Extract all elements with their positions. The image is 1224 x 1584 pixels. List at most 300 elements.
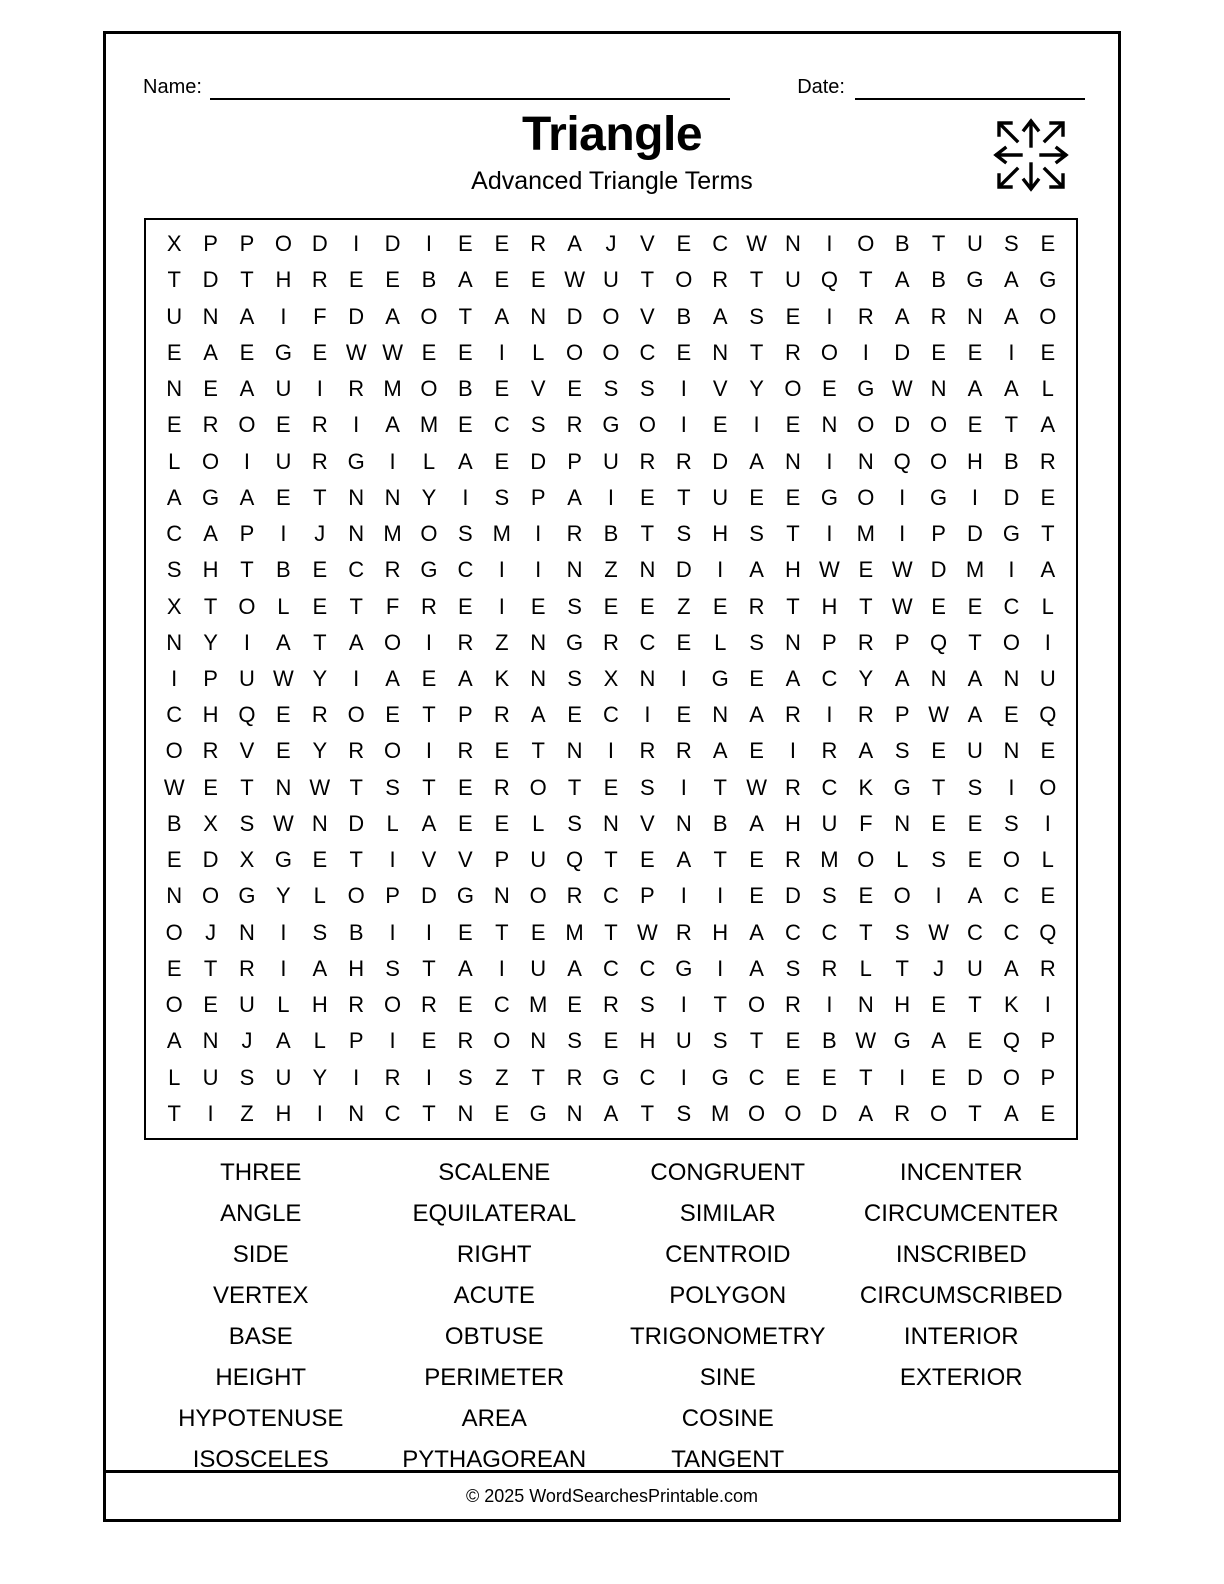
grid-cell[interactable]: W — [746, 231, 767, 257]
grid-cell[interactable]: G — [930, 484, 948, 510]
grid-cell[interactable]: C — [603, 955, 619, 981]
grid-cell[interactable]: O — [748, 1100, 766, 1126]
grid-cell[interactable]: P — [385, 883, 400, 909]
grid-cell[interactable]: E — [494, 810, 510, 836]
grid-cell[interactable]: I — [826, 231, 833, 257]
grid-cell[interactable]: S — [967, 774, 983, 800]
grid-cell[interactable]: O — [638, 412, 656, 438]
word-list-item[interactable]: SINE — [699, 1364, 756, 1391]
grid-cell[interactable]: U — [967, 955, 983, 981]
grid-cell[interactable]: S — [567, 593, 582, 619]
grid-cell[interactable]: S — [640, 774, 655, 800]
grid-cell[interactable]: O — [784, 376, 802, 402]
grid-cell[interactable]: S — [567, 1028, 582, 1054]
grid-cell[interactable]: E — [676, 339, 692, 365]
grid-cell[interactable]: E — [166, 412, 182, 438]
grid-cell[interactable]: T — [313, 484, 327, 510]
grid-cell[interactable]: R — [857, 702, 874, 728]
grid-cell[interactable]: G — [529, 1100, 547, 1126]
grid-cell[interactable]: A — [348, 629, 364, 655]
grid-cell[interactable]: S — [749, 303, 764, 329]
grid-cell[interactable]: B — [822, 1028, 837, 1054]
grid-cell[interactable]: G — [566, 629, 584, 655]
grid-cell[interactable]: W — [891, 376, 913, 402]
grid-cell[interactable]: A — [458, 267, 473, 293]
grid-cell[interactable]: G — [711, 1064, 729, 1090]
grid-cell[interactable]: I — [680, 1064, 687, 1090]
grid-cell[interactable]: T — [640, 521, 655, 547]
grid-cell[interactable]: P — [931, 521, 946, 547]
grid-cell[interactable]: T — [422, 1100, 436, 1126]
grid-cell[interactable]: E — [458, 774, 473, 800]
grid-cell[interactable]: S — [785, 955, 801, 981]
grid-cell[interactable]: S — [312, 919, 328, 945]
grid-cell[interactable]: R — [894, 1100, 911, 1126]
grid-cell[interactable]: E — [530, 593, 546, 619]
grid-cell[interactable]: E — [530, 267, 546, 293]
grid-cell[interactable]: C — [1003, 883, 1020, 909]
grid-cell[interactable]: A — [276, 629, 291, 655]
grid-cell[interactable]: V — [458, 847, 473, 873]
grid-cell[interactable]: R — [384, 557, 401, 583]
grid-cell[interactable]: J — [605, 231, 617, 257]
grid-cell[interactable]: E — [967, 1028, 983, 1054]
grid-cell[interactable]: I — [389, 919, 396, 945]
grid-cell[interactable]: E — [458, 810, 473, 836]
grid-cell[interactable]: M — [383, 521, 402, 547]
grid-cell[interactable]: T — [859, 593, 873, 619]
grid-cell[interactable]: R — [785, 992, 801, 1018]
grid-cell[interactable]: A — [967, 702, 983, 728]
grid-cell[interactable]: E — [312, 339, 328, 365]
grid-cell[interactable]: E — [858, 883, 874, 909]
word-list-item[interactable]: RIGHT — [456, 1241, 532, 1268]
grid-cell[interactable]: E — [749, 738, 764, 764]
grid-cell[interactable]: T — [749, 267, 764, 293]
grid-cell[interactable]: C — [348, 557, 365, 583]
grid-cell[interactable]: I — [899, 521, 906, 547]
grid-cell[interactable]: R — [675, 448, 692, 474]
grid-cell[interactable]: E — [312, 557, 328, 583]
grid-cell[interactable]: A — [967, 376, 983, 402]
grid-cell[interactable]: E — [749, 883, 764, 909]
grid-cell[interactable]: A — [530, 702, 546, 728]
grid-cell[interactable]: L — [714, 629, 727, 655]
grid-cell[interactable]: B — [421, 267, 437, 293]
grid-cell[interactable]: I — [607, 484, 615, 510]
grid-cell[interactable]: E — [785, 303, 801, 329]
grid-cell[interactable]: O — [1002, 847, 1020, 873]
grid-cell[interactable]: E — [931, 810, 946, 836]
grid-cell[interactable]: I — [717, 955, 724, 981]
grid-cell[interactable]: O — [420, 521, 438, 547]
grid-cell[interactable]: P — [894, 629, 910, 655]
grid-cell[interactable]: A — [749, 919, 764, 945]
grid-cell[interactable]: L — [859, 955, 872, 981]
grid-cell[interactable]: I — [680, 883, 687, 909]
grid-cell[interactable]: E — [239, 339, 255, 365]
grid-cell[interactable]: T — [240, 557, 254, 583]
grid-cell[interactable]: R — [748, 593, 765, 619]
grid-cell[interactable]: Q — [566, 847, 584, 873]
grid-cell[interactable]: N — [566, 1100, 583, 1126]
word-list-item[interactable]: INTERIOR — [903, 1323, 1019, 1350]
grid-cell[interactable]: N — [348, 484, 365, 510]
word-list-item[interactable]: INSCRIBED — [895, 1241, 1027, 1268]
grid-cell[interactable]: Y — [749, 376, 764, 402]
grid-cell[interactable]: T — [1041, 521, 1055, 547]
grid-cell[interactable]: I — [826, 521, 833, 547]
grid-cell[interactable]: O — [820, 339, 838, 365]
grid-cell[interactable]: W — [928, 919, 949, 945]
grid-cell[interactable]: T — [713, 992, 727, 1018]
grid-cell[interactable]: R — [566, 412, 583, 438]
grid-cell[interactable]: P — [494, 847, 510, 873]
grid-cell[interactable]: A — [1004, 267, 1019, 293]
grid-cell[interactable]: A — [458, 665, 473, 691]
grid-cell[interactable]: E — [603, 1028, 619, 1054]
grid-cell[interactable]: W — [309, 774, 331, 800]
grid-cell[interactable]: D — [675, 557, 692, 583]
grid-cell[interactable]: O — [420, 376, 438, 402]
grid-cell[interactable]: I — [425, 629, 433, 655]
grid-cell[interactable]: R — [348, 992, 365, 1018]
grid-cell[interactable]: A — [1004, 303, 1019, 329]
grid-cell[interactable]: R — [566, 1064, 583, 1090]
grid-cell[interactable]: I — [680, 774, 687, 800]
grid-cell[interactable]: N — [348, 1100, 365, 1126]
word-list-item[interactable]: INCENTER — [899, 1159, 1023, 1186]
grid-cell[interactable]: M — [383, 376, 402, 402]
grid-cell[interactable]: P — [203, 665, 218, 691]
grid-cell[interactable]: Q — [1039, 919, 1057, 945]
grid-cell[interactable]: E — [603, 593, 619, 619]
grid-cell[interactable]: O — [347, 883, 365, 909]
grid-cell[interactable]: A — [785, 665, 801, 691]
grid-cell[interactable]: A — [967, 665, 983, 691]
grid-cell[interactable]: N — [166, 629, 183, 655]
grid-cell[interactable]: L — [277, 593, 290, 619]
grid-cell[interactable]: S — [822, 883, 837, 909]
grid-cell[interactable]: T — [422, 774, 436, 800]
grid-cell[interactable]: I — [826, 702, 833, 728]
grid-cell[interactable]: I — [899, 1064, 906, 1090]
grid-cell[interactable]: I — [717, 883, 724, 909]
grid-cell[interactable]: E — [312, 593, 328, 619]
grid-cell[interactable]: S — [749, 521, 764, 547]
grid-cell[interactable]: A — [749, 448, 764, 474]
grid-cell[interactable]: I — [862, 339, 869, 365]
grid-cell[interactable]: O — [347, 702, 365, 728]
grid-cell[interactable]: I — [462, 484, 469, 510]
grid-cell[interactable]: S — [239, 1064, 255, 1090]
grid-cell[interactable]: R — [821, 738, 838, 764]
grid-cell[interactable]: I — [171, 665, 178, 691]
grid-cell[interactable]: E — [166, 955, 182, 981]
grid-cell[interactable]: E — [567, 702, 582, 728]
grid-cell[interactable]: X — [603, 665, 619, 691]
grid-cell[interactable]: T — [968, 992, 982, 1018]
grid-cell[interactable]: I — [644, 702, 651, 728]
grid-cell[interactable]: E — [931, 339, 946, 365]
grid-cell[interactable]: S — [239, 810, 255, 836]
grid-cell[interactable]: N — [603, 810, 619, 836]
grid-cell[interactable]: P — [239, 231, 255, 257]
grid-cell[interactable]: N — [785, 629, 801, 655]
grid-cell[interactable]: U — [712, 484, 729, 510]
grid-cell[interactable]: D — [384, 231, 401, 257]
grid-cell[interactable]: E — [458, 919, 473, 945]
grid-cell[interactable]: S — [640, 376, 655, 402]
grid-cell[interactable]: O — [238, 412, 256, 438]
grid-cell[interactable]: M — [565, 919, 584, 945]
grid-cell[interactable]: F — [859, 810, 873, 836]
grid-cell[interactable]: U — [1039, 665, 1056, 691]
grid-cell[interactable]: N — [530, 303, 547, 329]
grid-cell[interactable]: K — [494, 665, 510, 691]
grid-cell[interactable]: I — [498, 955, 505, 981]
grid-cell[interactable]: D — [785, 883, 801, 909]
grid-cell[interactable]: P — [640, 883, 655, 909]
grid-cell[interactable]: O — [202, 883, 220, 909]
grid-cell[interactable]: O — [930, 1100, 948, 1126]
grid-cell[interactable]: E — [458, 339, 473, 365]
word-list-item[interactable]: TRIGONOMETRY — [629, 1323, 826, 1350]
grid-cell[interactable]: O — [529, 883, 547, 909]
grid-cell[interactable]: A — [567, 484, 582, 510]
grid-cell[interactable]: E — [1040, 339, 1056, 365]
grid-cell[interactable]: E — [1040, 738, 1056, 764]
grid-cell[interactable]: W — [819, 557, 840, 583]
grid-cell[interactable]: B — [348, 919, 364, 945]
grid-cell[interactable]: C — [1003, 593, 1020, 619]
grid-cell[interactable]: A — [385, 665, 400, 691]
grid-cell[interactable]: O — [493, 1028, 511, 1054]
grid-cell[interactable]: O — [857, 412, 875, 438]
grid-cell[interactable]: A — [1004, 955, 1019, 981]
grid-cell[interactable]: T — [567, 774, 582, 800]
grid-cell[interactable]: N — [930, 665, 947, 691]
grid-cell[interactable]: H — [894, 992, 911, 1018]
grid-cell[interactable]: W — [345, 339, 367, 365]
grid-cell[interactable]: O — [384, 738, 402, 764]
grid-cell[interactable]: I — [353, 1064, 360, 1090]
grid-cell[interactable]: A — [312, 955, 328, 981]
grid-cell[interactable]: T — [859, 1064, 873, 1090]
grid-cell[interactable]: I — [753, 412, 760, 438]
grid-cell[interactable]: I — [680, 992, 687, 1018]
grid-cell[interactable]: O — [675, 267, 693, 293]
grid-cell[interactable]: S — [458, 1064, 473, 1090]
grid-cell[interactable]: I — [425, 919, 433, 945]
grid-cell[interactable]: A — [203, 339, 218, 365]
grid-cell[interactable]: I — [680, 412, 687, 438]
grid-cell[interactable]: A — [239, 484, 255, 510]
grid-cell[interactable]: W — [163, 774, 185, 800]
grid-cell[interactable]: N — [1003, 738, 1020, 764]
grid-cell[interactable]: N — [1003, 665, 1020, 691]
grid-cell[interactable]: O — [238, 593, 256, 619]
grid-cell[interactable]: Z — [677, 593, 691, 619]
word-list-item[interactable]: EQUILATERAL — [412, 1200, 577, 1227]
grid-cell[interactable]: S — [676, 1100, 692, 1126]
grid-cell[interactable]: N — [821, 412, 838, 438]
grid-cell[interactable]: U — [530, 847, 547, 873]
grid-cell[interactable]: N — [530, 665, 547, 691]
grid-cell[interactable]: C — [457, 557, 474, 583]
grid-cell[interactable]: A — [166, 484, 182, 510]
grid-cell[interactable]: G — [274, 847, 292, 873]
grid-cell[interactable]: I — [498, 593, 505, 619]
grid-cell[interactable]: G — [893, 1028, 911, 1054]
grid-cell[interactable]: E — [676, 231, 692, 257]
grid-cell[interactable]: E — [458, 593, 473, 619]
grid-cell[interactable]: Q — [238, 702, 256, 728]
word-list-item[interactable]: OBTUSE — [444, 1323, 544, 1350]
grid-cell[interactable]: R — [421, 992, 437, 1018]
grid-cell[interactable]: R — [1039, 955, 1056, 981]
grid-cell[interactable]: N — [566, 738, 583, 764]
grid-cell[interactable]: U — [275, 376, 292, 402]
grid-cell[interactable]: R — [311, 448, 328, 474]
grid-cell[interactable]: E — [931, 738, 946, 764]
grid-cell[interactable]: P — [458, 702, 473, 728]
grid-cell[interactable]: G — [820, 484, 838, 510]
grid-cell[interactable]: L — [422, 448, 436, 474]
grid-cell[interactable]: E — [640, 484, 655, 510]
grid-cell[interactable]: A — [166, 1028, 182, 1054]
word-list-item[interactable]: COSINE — [681, 1405, 774, 1432]
grid-cell[interactable]: I — [826, 992, 833, 1018]
grid-cell[interactable]: T — [531, 1064, 545, 1090]
grid-cell[interactable]: T — [531, 738, 545, 764]
grid-cell[interactable]: H — [275, 1100, 292, 1126]
grid-cell[interactable]: E — [203, 774, 218, 800]
word-search-grid[interactable] — [144, 218, 1078, 1140]
grid-cell[interactable]: L — [532, 339, 545, 365]
grid-cell[interactable]: Q — [930, 629, 948, 655]
grid-cell[interactable]: A — [712, 738, 728, 764]
grid-cell[interactable]: C — [639, 1064, 656, 1090]
grid-cell[interactable]: G — [1002, 521, 1020, 547]
grid-cell[interactable]: Z — [495, 1064, 509, 1090]
grid-cell[interactable]: F — [385, 593, 400, 619]
grid-cell[interactable]: T — [604, 847, 618, 873]
grid-cell[interactable]: A — [967, 883, 983, 909]
grid-cell[interactable]: R — [421, 593, 437, 619]
grid-cell[interactable]: H — [202, 702, 219, 728]
word-list-item[interactable]: AREA — [461, 1405, 527, 1432]
grid-cell[interactable]: I — [353, 231, 360, 257]
grid-cell[interactable]: V — [640, 303, 655, 329]
grid-cell[interactable]: E — [494, 1100, 510, 1126]
grid-cell[interactable]: D — [202, 847, 219, 873]
grid-cell[interactable]: A — [1040, 557, 1056, 583]
grid-cell[interactable]: Y — [312, 738, 328, 764]
grid-cell[interactable]: E — [931, 1064, 946, 1090]
grid-cell[interactable]: C — [821, 665, 838, 691]
grid-cell[interactable]: W — [928, 702, 949, 728]
grid-cell[interactable]: E — [494, 267, 510, 293]
grid-cell[interactable]: L — [1041, 847, 1054, 873]
grid-cell[interactable]: I — [353, 665, 360, 691]
grid-cell[interactable]: E — [203, 376, 218, 402]
grid-cell[interactable]: H — [967, 448, 983, 474]
grid-cell[interactable]: Y — [312, 665, 328, 691]
grid-cell[interactable]: A — [749, 955, 764, 981]
grid-cell[interactable]: R — [785, 847, 801, 873]
grid-cell[interactable]: C — [748, 1064, 765, 1090]
grid-cell[interactable]: S — [458, 521, 473, 547]
grid-cell[interactable]: I — [1044, 810, 1051, 836]
grid-cell[interactable]: X — [203, 810, 218, 836]
grid-cell[interactable]: O — [857, 484, 875, 510]
grid-cell[interactable]: G — [966, 267, 984, 293]
grid-cell[interactable]: Q — [1002, 1028, 1020, 1054]
grid-cell[interactable]: I — [826, 303, 833, 329]
grid-cell[interactable]: A — [239, 303, 255, 329]
grid-cell[interactable]: P — [822, 629, 837, 655]
grid-cell[interactable]: Q — [1039, 702, 1057, 728]
grid-cell[interactable]: R — [712, 267, 729, 293]
grid-cell[interactable]: E — [785, 1064, 801, 1090]
grid-cell[interactable]: C — [967, 919, 983, 945]
grid-cell[interactable]: W — [637, 919, 658, 945]
grid-cell[interactable]: N — [275, 774, 292, 800]
grid-cell[interactable]: N — [712, 702, 729, 728]
grid-cell[interactable]: C — [603, 702, 619, 728]
grid-cell[interactable]: Z — [604, 557, 618, 583]
grid-cell[interactable]: S — [385, 955, 400, 981]
grid-cell[interactable]: E — [749, 484, 764, 510]
grid-cell[interactable]: C — [639, 955, 656, 981]
grid-cell[interactable]: B — [676, 303, 692, 329]
grid-cell[interactable]: D — [566, 303, 583, 329]
grid-cell[interactable]: T — [786, 521, 800, 547]
word-list-item[interactable]: SCALENE — [438, 1159, 551, 1186]
grid-cell[interactable]: R — [1039, 448, 1056, 474]
grid-cell[interactable]: E — [967, 412, 983, 438]
grid-cell[interactable]: E — [166, 847, 182, 873]
word-list-item[interactable]: CIRCUMCENTER — [863, 1200, 1059, 1227]
grid-cell[interactable]: A — [712, 303, 728, 329]
grid-cell[interactable]: M — [820, 847, 839, 873]
grid-cell[interactable]: C — [166, 702, 183, 728]
grid-cell[interactable]: B — [931, 267, 946, 293]
grid-cell[interactable]: Y — [421, 484, 437, 510]
grid-cell[interactable]: A — [603, 1100, 619, 1126]
grid-cell[interactable]: N — [785, 231, 801, 257]
grid-cell[interactable]: C — [639, 629, 656, 655]
grid-cell[interactable]: V — [712, 376, 728, 402]
grid-cell[interactable]: H — [202, 557, 219, 583]
grid-cell[interactable]: E — [822, 1064, 837, 1090]
grid-cell[interactable]: W — [891, 557, 913, 583]
grid-cell[interactable]: P — [1040, 1064, 1056, 1090]
grid-cell[interactable]: E — [421, 1028, 437, 1054]
grid-cell[interactable]: C — [821, 774, 838, 800]
grid-cell[interactable]: U — [275, 1064, 292, 1090]
grid-cell[interactable]: A — [931, 1028, 946, 1054]
grid-cell[interactable]: H — [785, 557, 801, 583]
grid-cell[interactable]: T — [167, 267, 181, 293]
grid-cell[interactable]: E — [312, 847, 328, 873]
grid-cell[interactable]: S — [494, 484, 510, 510]
grid-cell[interactable]: N — [857, 992, 874, 1018]
grid-cell[interactable]: I — [353, 412, 360, 438]
grid-cell[interactable]: O — [1039, 774, 1057, 800]
grid-cell[interactable]: E — [931, 992, 946, 1018]
